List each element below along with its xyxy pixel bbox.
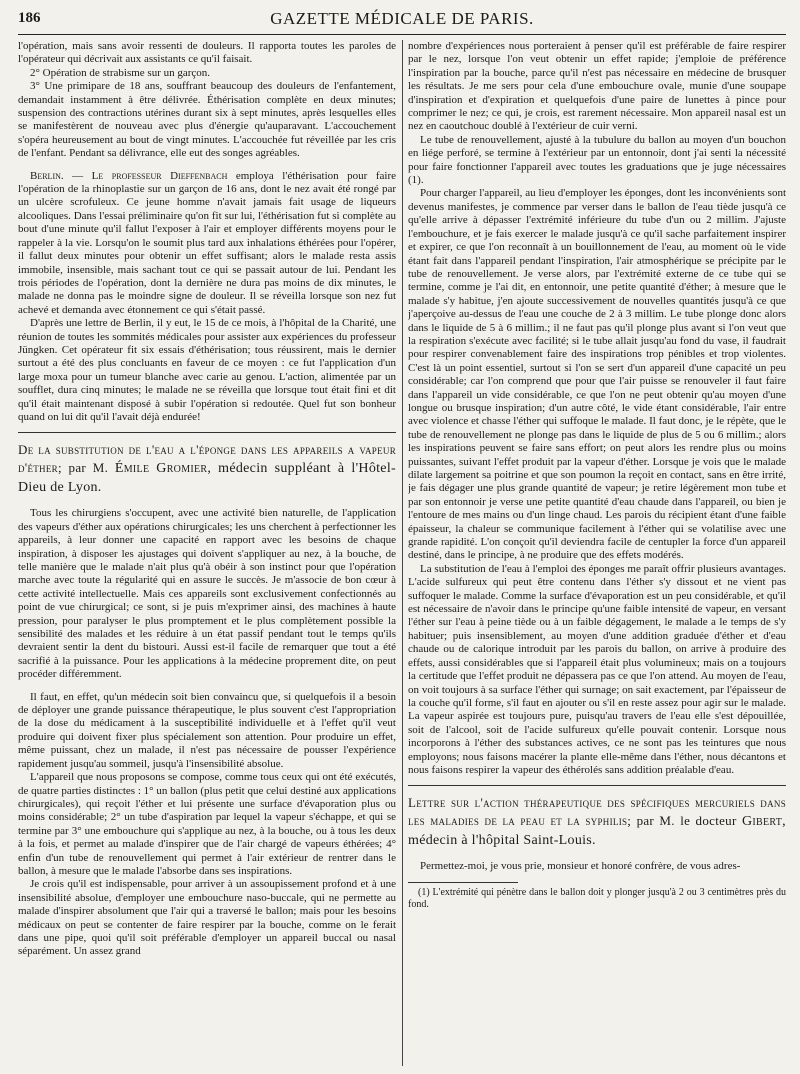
paragraph: Je crois qu'il est indispensable, pour arriver à un assoupissement profond et à une insensibilité absolue, d'employer une embouchure naso-buccale, qui ne permette au malade d'inspirer absolument que l'air qui a traversé le ballon; mais pour les besoins médicaux on peut se contenter de faire respirer par la bouche, comme on le ferait dans une pipe, quoi qu'il soit préférable d'employer un appareil buccal ou nasal séparément. Un assez grand xyxy=(18,878,396,958)
paragraph: Le tube de renouvellement, ajusté à la tubulure du ballon au moyen d'un bouchon en liége perforé, se termine à l'extérieur par un entonnoir, dont j'ai senti la nécessité pour faire fonctionner l'appareil avec toutes les graduations que je juge nécessaires (1). xyxy=(408,133,786,187)
article-title xyxy=(18,441,396,497)
paragraph-berlin xyxy=(18,170,396,317)
article-title xyxy=(408,794,786,850)
paragraph: La substitution de l'eau à l'emploi des éponges me paraît offrir plusieurs avantages. L'acide sulfureux qui peut être contenu dans l'éther s'y dissout et ne vient pas suffoquer le malade. Comme la surface d'évaporation est un peu considérable, et qu'il est nécessaire de n'avoir dans le principe qu'une faible intensité de vapeur, en versant l'éther sur l'eau à peine tiède ou à un faible dégagement, le malade a le temps de s'y habituer; puis insensiblement, au moyen d'une addition graduée d'éther et d'eau chaude ou de calorique introduit par les parois du ballon, on arrive à produire des effets, aussi considérables que si l'appareil était plus volumineux; mais on a toujours la certitude que l'effet produit ne dépassera pas ce que l'on attend. Au moyen de l'eau, on voit toujours à sa surface l'éther qui surnage; on sait exactement, par l'épaisseur de la couche qu'il forme, s'il faut en ajouter ou s'il en reste assez pour agir sur le malade. La vapeur aspirée est toujours pure, puisqu'au travers de l'eau elle s'est dépouillée, soit de l'alcool, soit de l'acide sulfureux qu'elle pouvait contenir. Lorsque nous incorporons à l'éther des substances actives, ce ne sont pas les teintures que nous employons; nous faisons macérer la plante elle-même dans l'éther, nous décantons et nous faisons respirer la vapeur des éthérolés sans addition préalable d'eau. xyxy=(408,562,786,776)
left-column xyxy=(18,40,396,1074)
columns xyxy=(18,40,786,1074)
article-author-role: , médecin à l'hôpital Saint-Louis. xyxy=(408,814,786,849)
footnote: (1) L'extrémité qui pénètre dans le ballon doit y plonger jusqu'à 2 ou 3 centimètres près du fond. xyxy=(408,886,786,910)
paragraph: Permettez-moi, je vous prie, monsieur et honoré confrère, de vous adres- xyxy=(420,860,741,873)
paragraph: Il faut, en effet, qu'un médecin soit bien convaincu que, si quelquefois il a besoin de déployer une grande puissance thérapeutique, le plus souvent c'est l'appropriation de la dose du médicament à la susceptibilité individuelle et à l'effet qu'il veut produire qui doivent fixer plus spécialement son attention. Pour produire un effet, même puissant, chez un malade, il n'est pas nécessaire de pousser l'expérience rapidement jusqu'au sommeil, jusqu'à l'insensibilité absolue. xyxy=(18,690,396,770)
paragraph: L'appareil que nous proposons se compose, comme tous ceux qui ont été exécutés, de quatre parties distinctes : 1° un ballon (plus petit que celui destiné aux applications chirurgicales), qui reçoit l'éther et lui présente une surface d'évaporation plus ou moins considérable; 2° un tube d'aspiration par lequel la vapeur s'échappe, et qui se termine par 3° une embouchure qui s'applique au nez, à la bouche, ou à tous les deux à la fois, et permet au malade d'inspirer que de l'air chargé de vapeurs éthérées; 4° enfin d'un tube de renouvellement qui permet à l'air extérieur de rentrer dans le ballon, à mesure que le malade l'absorbe dans ses inspirations. xyxy=(18,771,396,877)
paragraph: 2° Opération de strabisme sur un garçon. xyxy=(30,66,211,79)
paragraph: 3° Une primipare de 18 ans, souffrant beaucoup des douleurs de l'enfantement, demandait instamment à être délivrée. Éthérisation complète en deux minutes; suspension des contractions utérines durant six à sept minutes, après lesquelles elles se manifestèrent de nouveau avec plus d'énergie qu'auparavant. L'accouchement s'opéra heureusement au bout de vingt minutes. L'accouchée fut réveillée par les cris de l'enfant. Pendant sa délivrance, elle eut des songes agréables. xyxy=(18,80,396,160)
article-author: Émile Gromier xyxy=(114,461,208,477)
right-column xyxy=(408,40,786,1074)
paragraph: nombre d'expériences nous porteraient à penser qu'il est préférable de faire respirer par le nez, lorsque l'on veut obtenir un effet rapide; j'emploie de préférence l'inspiration par la bouche, parce qu'il n'est pas nécessaire en médecine de brusquer les résultats. Je me sers pour cela d'une embouchure ovale, munie d'une soupape d'inspiration et d'expiration et quelquefois d'une paire de lunettes à pince pour comprimer le nez; ce qui, je crois, est rarement nécessaire. Mon appareil nasal est un nez en caoutchouc doublé à l'extérieur de cuir verni. xyxy=(408,40,786,133)
page-header xyxy=(18,8,786,35)
footnote-rule xyxy=(408,882,518,883)
paragraph: Tous les chirurgiens s'occupent, avec une activité bien naturelle, de l'application des vapeurs d'éther aux opérations chirurgicales; les uns cherchent à perfectionner les appareils, à leur donner une capacité en rapport avec les besoins de chaque inspiration, à disposer les ajustages qui doivent s'appliquer au nez, à la bouche, de telle manière que le malade n'ait plus qu'à obéir à son instinct pour que l'opération marche avec toute la régularité qui en assure le succès. Je m'associe de bon cœur à cette activité intellectuelle. Mais ces appareils sont exclusivement confectionnés au point de vue chirurgical; ce sont, si je puis m'exprimer ainsi, des machines à haute pression, pour paralyser le plus promptement et le plus complètement possible la sensibilité des malades et les réduire à un état passif pendant tout le temps qu'ils devraient sentir la dent du bistouri. Aussi est-il facile de remarquer que tout a été sacrifié à la puissance. Pour les applications à la médecine proprement dite, on peut procéder différemment. xyxy=(18,507,396,681)
article-author-role: , médecin suppléant à l'Hôtel-Dieu de Lyon. xyxy=(18,461,396,496)
person-name: Dieffenbach xyxy=(170,169,228,182)
article-title-text: Lettre sur l'action thérapeutique des spécifiques mercuriels dans les maladies de la peau et la syphilis xyxy=(408,795,786,829)
article-title-text: De la substitution de l'eau a l'éponge dans les appareils a vapeur d'éther xyxy=(18,442,396,476)
article-title-by: ; par M. le docteur xyxy=(627,813,742,829)
paragraph: D'après une lettre de Berlin, il y eut, le 15 de ce mois, à l'hôpital de la Charité, une réunion de toutes les sommités médicales pour assister aux expériences du professeur Jüngken. Cet opérateur fit six essais d'éthérisation; tous réussirent, mais le dernier surtout a été des plus concluants en faveur de ce moyen : ce fut l'application d'un large moxa pour un tumeur blanche avec carie au genou. L'action, alimentée par un soufflet, dura cinq minutes; le malade ne se réveilla que lorsque tout était fini et dit qu'il était maintenant disposé à subir l'opération si redoutée. Quel fut son bonheur quand on lui dit qu'il l'avait déjà endurée! xyxy=(18,317,396,423)
dateline: Berlin. — Le professeur xyxy=(30,169,162,182)
paragraph-text: employa l'éthérisation pour faire l'opération de la rhinoplastie sur un garçon de 16 ans, dont le nez avait été rongé par un ulcère scrofuleux. Ce jeune homme n'avait jamais fait usage de liqueurs alcooliques. Dans l'essai préliminaire qu'on fit sur lui, l'éthérisation fut si complète au bout d'une minute qu'il fallut l'exposer à l'air et employer différents moyens pour le rappeler à la vie. Lorsqu'on le soumit plus tard aux inhalations éthérées pour l'opérer, il fallut deux minutes pour obtenir un effet suffisant; alors le malade resta assis immobile, insensible, mais sachant tout ce qui se passait autour de lui. Pendant les trois périodes de l'opération, dont la dernière ne dura pas moins de dix minutes, le malade ne donna pas le moindre signe de douleur. Il se réveilla lorsque son nez fut achevé et demanda avec étonnement ce qui s'était passé. xyxy=(18,169,396,316)
article-title-by: ; par M. xyxy=(57,460,115,476)
column-rule xyxy=(402,40,403,1066)
paragraph: l'opération, mais sans avoir ressenti de douleurs. Il rapporta toutes les paroles de l'opérateur qui décrivait aux assistants ce qu'il faisait. xyxy=(18,40,396,66)
paragraph: Pour charger l'appareil, au lieu d'employer les éponges, dont les inconvénients sont devenus manifestes, je commence par verser dans le ballon de l'eau tiède jusqu'à ce qu'elle arrive à dépasser l'extrémité inférieure du tube d'un ou 2 millim. J'ajuste l'embouchure, et je fais exercer le malade jusqu'à ce qu'il sache parfaitement inspirer et expirer, ce que l'on reconnaît à un bouillonnement de l'eau, au moment où le vide étant fait dans l'appareil pendant l'inspiration, l'air atmosphérique se précipite par le tube de renouvellement. Je verse alors, par l'extrémité externe de ce tube qui se termine, comme je l'ai dit, en entonnoir, une petite quantité d'éther; à mesure que le malade s'y habitue, j'en ajoute successivement de nouvelles quantités jusqu'à ce que j'aperçoive au-dessus de l'eau une couche de 2 à 3 millim. Le tube plonge donc alors dans le liquide de 5 à 6 millim.; il ne faut pas qu'il plonge plus avant si l'on veut que la respiration s'exécute avec facilité; si le tube allait jusqu'au fond du vase, il faudrait pour respirer convenablement faire des inspirations trop pénibles et trop violentes. C'est là un point essentiel, surtout si l'on se sert d'un appareil d'une capacité un peu considérable; car l'on comprend que pour que l'air puisse se renouveler il faut faire dans l'appareil un vide considérable, ce que l'on ne peut obtenir qu'au moyen d'une longue ou brusque inspiration; d'un autre côté, le vide étant considérable, l'air entre avec violence et chasse l'éther qui suffoque le malade. Il faut donc, je le répète, que le tube de renouvellement ne plonge pas dans le liquide de plus de 5 ou 6 millim.; alors les inspirations peuvent se faire sans effort; on peut alors les rendre plus ou moins puissantes, suivant l'effet produit par la vapeur d'éther. Lorsque je vois que le malade dilate largement sa poitrine et que son poumon la reçoit en contact, sans en être irrité, je fais dégager une plus grande quantité de vapeur; je retire légèrement mon tube et par son entonnoir je verse une petite quantité d'eau chaude dans l'appareil, ou bien je l'entoure de mes mains ou d'un linge chaud. Les parois du récipient étant d'une faible épaisseur, la chaleur se communique facilement à l'éther qui se volatilise avec une grande rapidité. L'on conçoit qu'il deviendra facile de centupler la force d'un appareil destiné, dans le principe, à ne produire que des effets modérés. xyxy=(408,187,786,562)
running-title: GAZETTE MÉDICALE DE PARIS. xyxy=(270,9,534,28)
article-author: Gibert xyxy=(741,814,783,830)
page-number: 186 xyxy=(18,10,41,26)
section-divider xyxy=(408,785,786,786)
section-divider xyxy=(18,432,396,433)
